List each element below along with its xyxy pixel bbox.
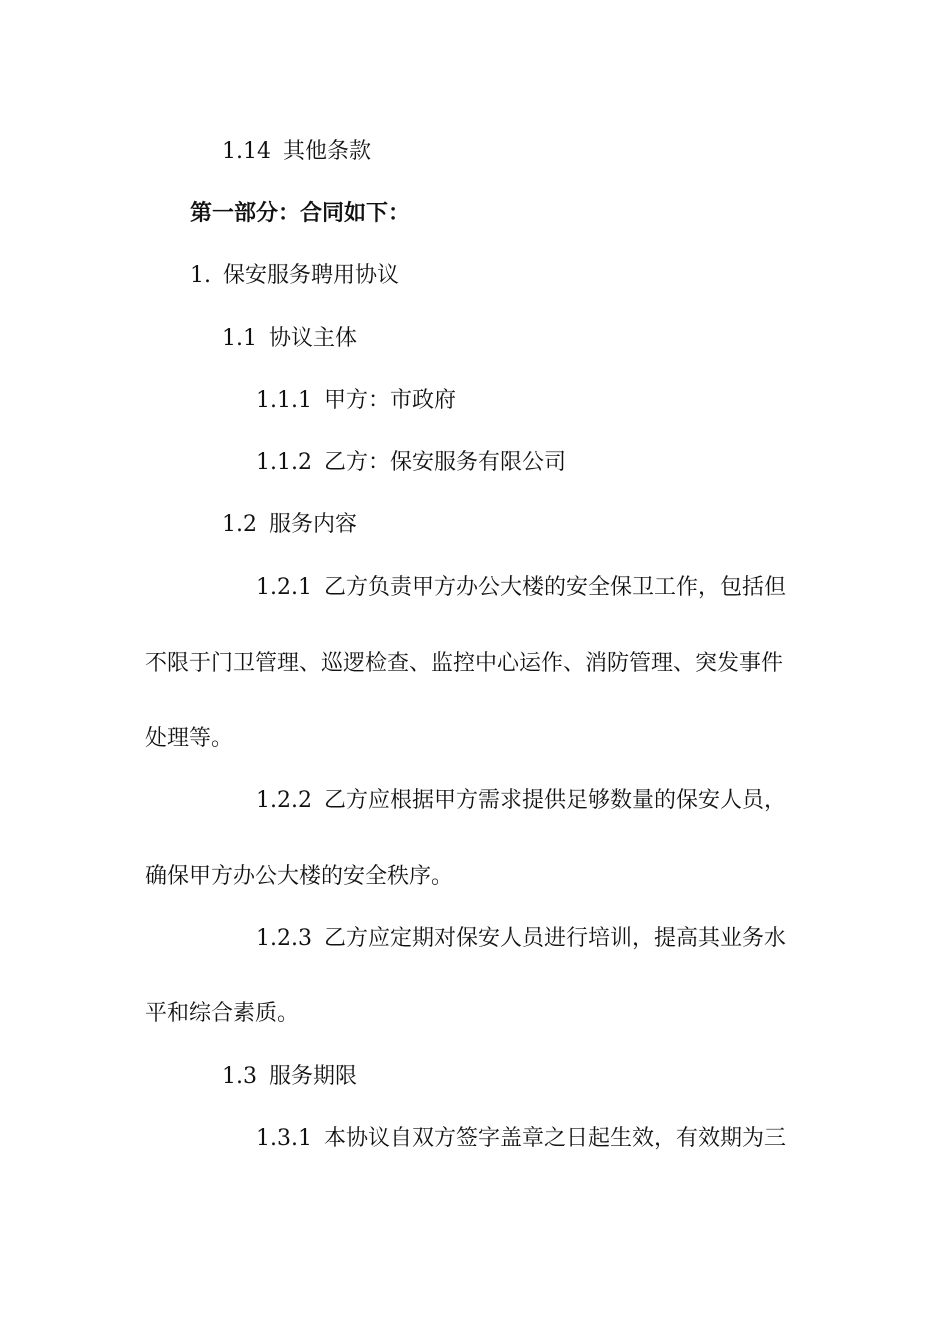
clause-text: 本协议自双方签字盖章之日起生效，有效期为三: [323, 1126, 786, 1151]
clause-1-2-2: [256, 786, 786, 816]
clause-number: 1.: [190, 263, 211, 288]
clause-1-3-1: [256, 1124, 786, 1154]
clause-text: 其他条款: [282, 139, 371, 164]
clause-text: 保安服务聘用协议: [223, 263, 400, 288]
clause-text: 乙方应定期对保安人员进行培训，提高其业务水: [323, 926, 786, 951]
section-heading: 第一部分：合同如下：: [190, 201, 411, 226]
clause-number: 1.2.2: [256, 788, 312, 813]
clause-1-2-1-line-2: 不限于门卫管理、巡逻检查、监控中心运作、消防管理、突发事件: [145, 651, 784, 676]
clause-1-2: [222, 510, 357, 540]
clause-number: 1.3.1: [256, 1126, 312, 1151]
clause-number: 1.1.2: [256, 450, 312, 475]
clause-number: 1.2.1: [256, 575, 312, 600]
clause-text: 甲方：市政府: [323, 388, 456, 413]
clause-1-2-3-line-2: 平和综合素质。: [145, 1001, 300, 1026]
clause-text: 乙方负责甲方办公大楼的安全保卫工作，包括但: [323, 575, 786, 600]
clause-number: 1.14: [222, 139, 271, 164]
clause-1-1: [222, 324, 357, 354]
clause-1-3: [222, 1062, 357, 1092]
clause-text: 服务期限: [269, 1064, 358, 1089]
clause-text: 乙方：保安服务有限公司: [323, 450, 566, 475]
clause-1-1-1: [256, 386, 456, 416]
clause-number: 1.3: [222, 1064, 257, 1089]
clause-1-14: [222, 137, 371, 167]
clause-1-2-3: [256, 924, 786, 954]
clause-text: 乙方应根据甲方需求提供足够数量的保安人员，: [323, 788, 786, 813]
clause-1-2-1: [256, 573, 786, 603]
clause-1-2-1-line-3: 处理等。: [145, 726, 234, 751]
clause-1-1-2: [256, 448, 566, 478]
clause-number: 1.1: [222, 326, 257, 351]
clause-1-2-2-line-2: 确保甲方办公大楼的安全秩序。: [145, 864, 454, 889]
clause-text: 协议主体: [269, 326, 358, 351]
clause-number: 1.2.3: [256, 926, 312, 951]
clause-1: [190, 261, 399, 291]
clause-number: 1.2: [222, 512, 257, 537]
clause-number: 1.1.1: [256, 388, 312, 413]
clause-text: 服务内容: [269, 512, 358, 537]
